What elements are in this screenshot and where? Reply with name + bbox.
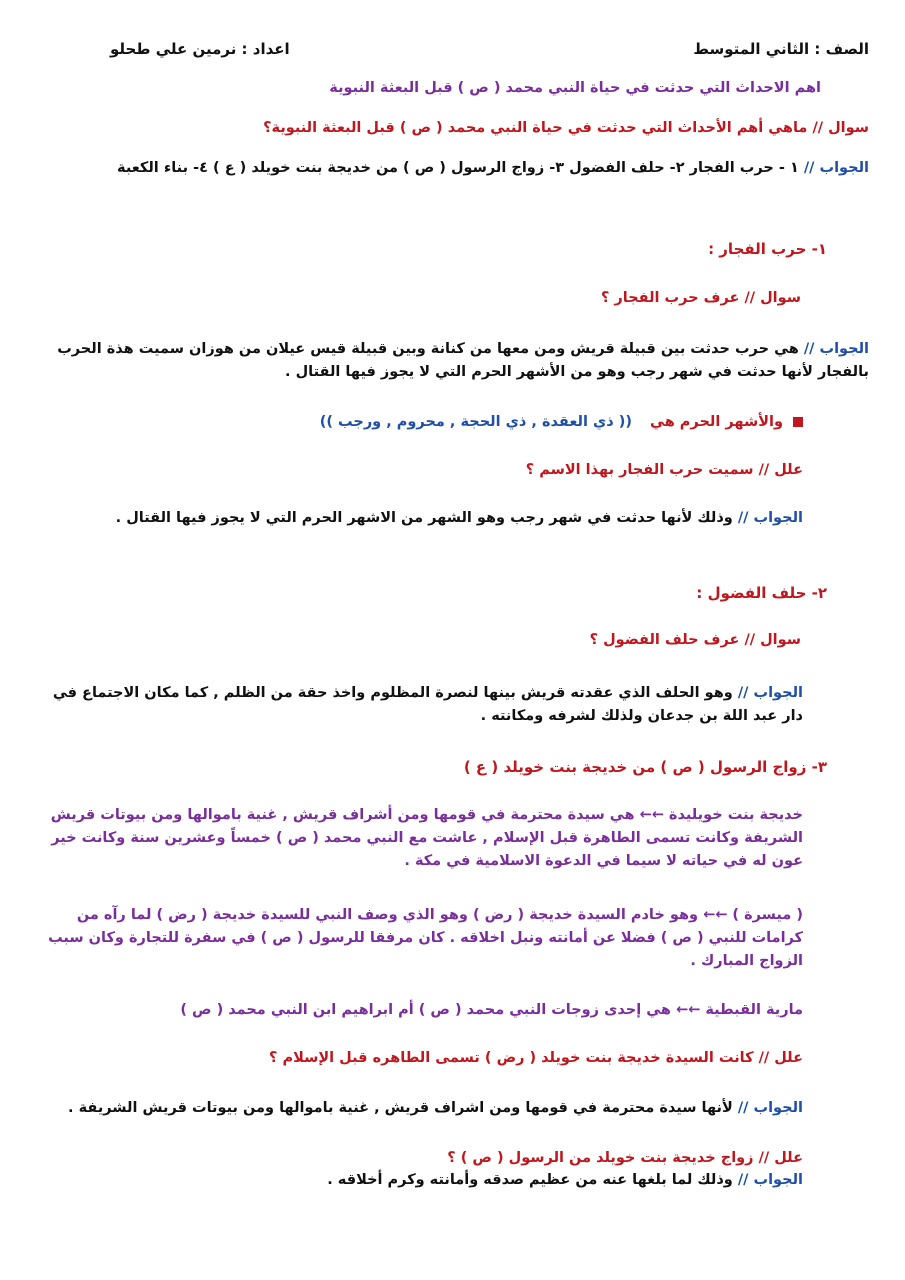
section3-question2: علل // زواج خديجة بنت خويلد من الرسول ( ص ) ؟ <box>447 1150 803 1166</box>
answer-text: وذلك لأنها حدثت في شهر رجب وهو الشهر من الاشهر الحرم التي لا يجوز فيها القتال . <box>115 510 733 526</box>
bullet-square-icon <box>793 417 803 427</box>
answer-text: وذلك لما بلغها عنه من عظيم صدقه وأمانته وكرم أخلاقه . <box>327 1172 733 1188</box>
section3-answer1 <box>0 1100 905 1116</box>
section3-answer2 <box>0 1172 905 1188</box>
maysara-paragraph: ( ميسرة ) ←← وهو خادم السيدة خديجة ( رض ) وهو الذي وصف النبي للسيدة خديجة ( رض ) لما رآه من كرامات للنبي ( ص ) فضلا عن أمانته ونبل اخلاقه . كان مرفقا للرسول ( ص ) في سفرة للتجارة وكان سبب الزواج المبارك . <box>48 907 803 969</box>
section1-answer2 <box>0 510 905 526</box>
answer-label: الجواب // <box>803 341 869 357</box>
haram-list: (( ذي العقدة , ذي الحجة , محروم , ورجب )) <box>319 414 633 430</box>
answer-label: الجواب // <box>737 1172 803 1188</box>
section3-question1: علل // كانت السيدة خديجة بنت خويلد ( رض ) تسمى الطاهره قبل الإسلام ؟ <box>269 1050 803 1066</box>
answer-text: ١ - حرب الفجار ٢- حلف الفضول ٣- زواج الرسول ( ص ) من خديجة بنت خويلد ( ع ) ٤- بناء الكعبة <box>117 160 799 176</box>
answer-text: هي حرب حدثت بين قبيلة قريش ومن معها من كنانة وبين قبيلة قيس عيلان من هوزان سميت هذة الحرب بالفجار لأنها حدثت في شهر رجب وهو من الأشهر الحرم التي لا يجوز فيها القتال . <box>57 341 869 380</box>
mariya-paragraph: مارية القبطية ←← هي إحدى زوجات النبي محمد ( ص ) أم ابراهيم ابن النبي محمد ( ص ) <box>180 1002 803 1018</box>
answer-label: الجواب // <box>803 160 869 176</box>
haram-months <box>0 414 905 430</box>
section3-heading: ٣- زواج الرسول ( ص ) من خديجة بنت خويلد ( ع ) <box>463 758 827 776</box>
answer-label: الجواب // <box>737 510 803 526</box>
section2-answer1 <box>30 682 803 728</box>
grade-label: الصف : الثاني المتوسط <box>693 40 869 58</box>
author-label: اعداد : نرمين علي طحلو <box>110 40 290 58</box>
section2-question1: سوال // عرف حلف الفضول ؟ <box>589 632 801 648</box>
section1-answer1 <box>30 338 869 384</box>
answer-label: الجواب // <box>737 1100 803 1116</box>
section1-question2: علل // سميت حرب الفجار بهذا الاسم ؟ <box>525 462 803 478</box>
section2-heading: ٢- حلف الفضول : <box>696 584 827 602</box>
answer-text: لأنها سيدة محترمة في قومها ومن اشراف قريش , غنية باموالها ومن بيوتات قريش الشريفة . <box>68 1100 733 1116</box>
answer-label: الجواب // <box>737 685 803 701</box>
page-title: اهم الاحداث التي حدثت في حياة النبي محمد ( ص ) قبل البعثة النبوية <box>329 80 821 96</box>
main-answer <box>0 160 905 176</box>
khadija-paragraph: خديجة بنت خويليدة ←← هي سيدة محترمة في قومها ومن أشراف قريش , غنية باموالها ومن بيوتات قريش الشريفة وكانت تسمى الطاهرة قبل الإسلام , عاشت مع النبي محمد ( ص ) خمساً وعشرين سنة وكانت خير عون له في حياته لا سيما في الدعوة الاسلامية في مكة . <box>50 807 803 869</box>
answer-text: وهو الحلف الذي عقدته قريش بينها لنصرة المظلوم واخذ حقة من الظلم , كما مكان الاجتماع في دار عبد اللة بن جدعان ولذلك لشرفه ومكانته . <box>52 685 803 724</box>
section1-question1: سوال // عرف حرب الفجار ؟ <box>600 290 801 306</box>
section1-heading: ١- حرب الفجار : <box>708 240 827 258</box>
main-question: سوال // ماهي أهم الأحداث التي حدثت في حياة النبي محمد ( ص ) قبل البعثة النبوية؟ <box>263 120 869 136</box>
haram-label: والأشهر الحرم هي <box>650 414 783 430</box>
